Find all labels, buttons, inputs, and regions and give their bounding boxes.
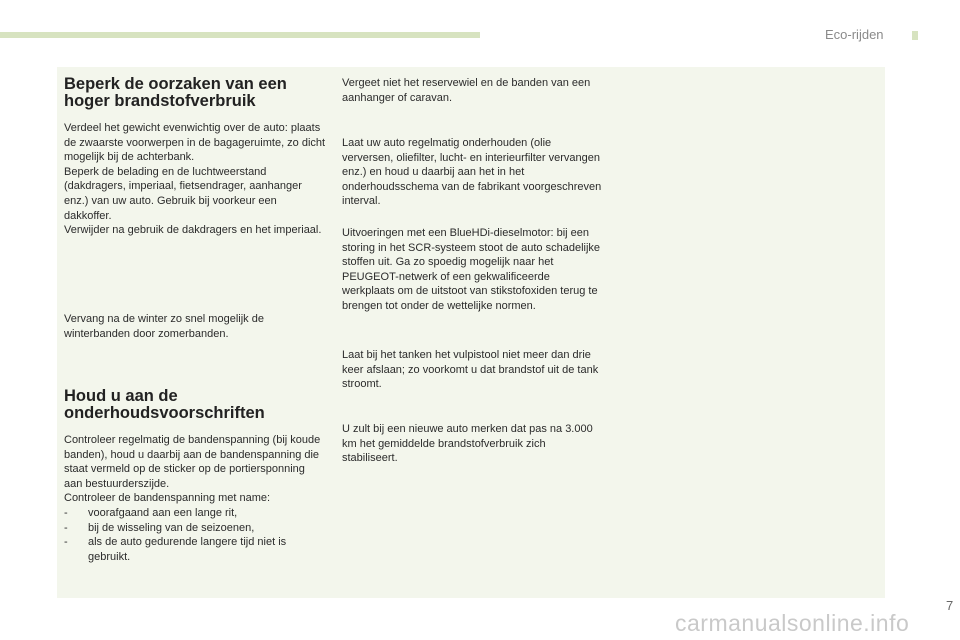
list-item: - voorafgaand aan een lange rit, (64, 506, 326, 521)
paragraph-bluehdi: Uitvoeringen met een BlueHDi-dieselmotor: bij een storing in het SCR-systeem stoot de auto schadelijke stoffen uit. Ga zo spoedig mogelijk naar het PEUGEOT-netwerk of een gekwalificeerde werkplaats om de uitstoot van stikstofoxiden terug te brengen tot onder de wettelijke normen. (342, 227, 601, 312)
section-title: Eco-rijden (825, 27, 884, 42)
heading-maintenance: Houd u aan de onderhoudsvoorschriften (64, 387, 265, 422)
paragraph-refuelling: Laat bij het tanken het vulpistool niet meer dan drie keer afslaan; zo voorkomt u dat brandstof uit de tank stroomt. (342, 349, 599, 391)
paragraph-load: Beperk de belading en de luchtweerstand (dakdragers, imperiaal, fietsendrager, aanhanger enz.) van uw auto. Gebruik bij voorkeur een dakkoffer. (64, 165, 302, 222)
paragraph-weight: Verdeel het gewicht evenwichtig over de auto: plaats de zwaarste voorwerpen in de bagageruimte, zo dicht mogelijk bij de achterbank. (64, 122, 326, 164)
watermark: carmanualsonline.info (675, 610, 910, 636)
section-marker (912, 31, 918, 40)
weight-paragraphs (64, 121, 326, 238)
list-item: - als de auto gedurende langere tijd niet is gebruikt. (64, 535, 326, 564)
heading-fuel-consumption: Beperk de oorzaken van een hoger brandstofverbruik (64, 75, 287, 110)
list-item: - bij de wisseling van de seizoenen, (64, 521, 326, 536)
paragraph-spare-wheel: Vergeet niet het reservewiel en de banden van een aanhanger of caravan. (342, 77, 591, 104)
paragraph-new-car: U zult bij een nieuwe auto merken dat pas na 3.000 km het gemiddelde brandstofverbruik zich stabiliseert. (342, 423, 593, 465)
paragraph-check-when: Controleer de bandenspanning met name: (64, 492, 271, 505)
paragraph-service: Laat uw auto regelmatig onderhouden (olie verversen, oliefilter, lucht- en interieurfilter vervangen enz.) en houd u daarbij aan het in het onderhoudsschema van de fabrikant voorgeschreven interval. (342, 137, 602, 208)
paragraph-winter-tyres: Vervang na de winter zo snel mogelijk de winterbanden door zomerbanden. (64, 313, 264, 340)
paragraph-roofbars: Verwijder na gebruik de dakdragers en het imperiaal. (64, 224, 322, 237)
header-accent-bar (0, 32, 480, 38)
check-list (64, 506, 326, 564)
page-number: 7 (946, 598, 954, 613)
paragraph-tyre-pressure: Controleer regelmatig de bandenspanning (bij koude banden), houd u daarbij aan de bandenspanning die staat vermeld op de sticker op de portiersponning aan bestuurderszijde. (64, 434, 321, 490)
tyre-pressure-block (64, 433, 326, 564)
